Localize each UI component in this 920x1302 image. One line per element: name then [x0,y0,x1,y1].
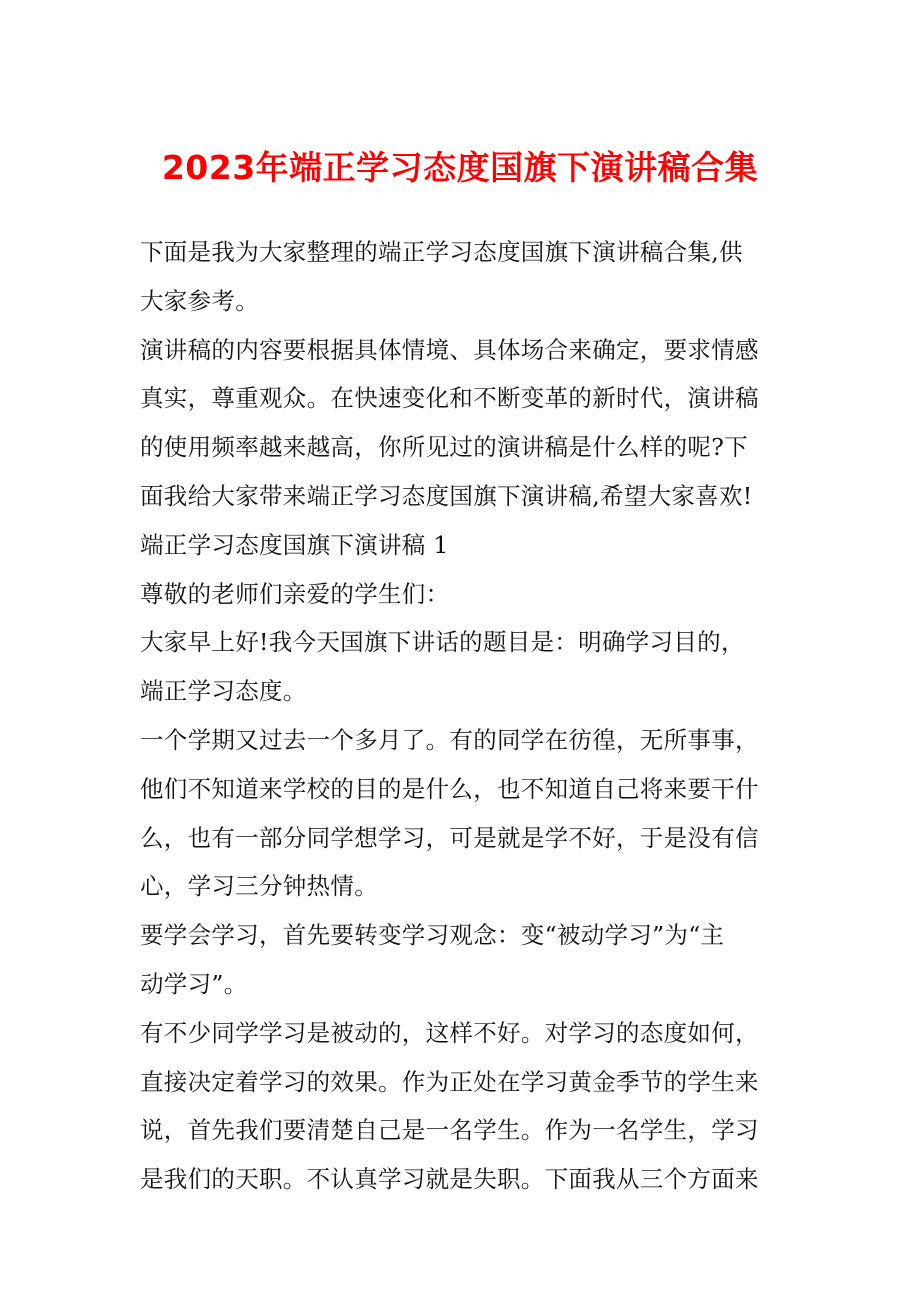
text-line: 演讲稿的内容要根据具体情境、具体场合来确定，要求情感 [140,335,759,364]
text-line: 动学习”。 [140,969,248,998]
text-line: 说，首先我们要清楚自己是一名学生。作为一名学生，学习 [140,1116,759,1145]
text-line: 的使用频率越来越高，你所见过的演讲稿是什么样的呢?下 [140,433,748,462]
text-line: 真实，尊重观众。在快速变化和不断变革的新时代，演讲稿 [140,384,759,413]
text-line: 大家参考。 [140,286,259,315]
text-line: 他们不知道来学校的目的是什么，也不知道自己将来要干什 [140,774,759,803]
section-heading: 端正学习态度国旗下演讲稿 1 [140,530,449,559]
document-body [140,228,800,1204]
text-line: 下面是我为大家整理的端正学习态度国旗下演讲稿合集,供 [140,238,743,266]
text-line: 有不少同学学习是被动的，这样不好。对学习的态度如何， [140,1018,759,1047]
text-line: 要学会学习，首先要转变学习观念：变“被动学习”为“主 [140,921,725,950]
salutation: 尊敬的老师们亲爱的学生们： [140,579,450,608]
text-line: 面我给大家带来端正学习态度国旗下演讲稿,希望大家喜欢! [140,481,753,510]
text-line: 心，学习三分钟热情。 [140,872,378,901]
text-line: 直接决定着学习的效果。作为正处在学习黄金季节的学生来 [140,1067,759,1096]
text-line: 端正学习态度。 [140,677,307,706]
document-title: 2023年端正学习态度国旗下演讲稿合集 [161,148,759,187]
text-line: 么，也有一部分同学想学习，可是就是学不好，于是没有信 [140,823,759,852]
text-line: 一个学期又过去一个多月了。有的同学在彷徨，无所事事， [140,725,759,754]
text-line: 是我们的天职。不认真学习就是失职。下面我从三个方面来 [140,1165,759,1194]
text-line: 大家早上好!我今天国旗下讲话的题目是：明确学习目的， [140,628,745,657]
